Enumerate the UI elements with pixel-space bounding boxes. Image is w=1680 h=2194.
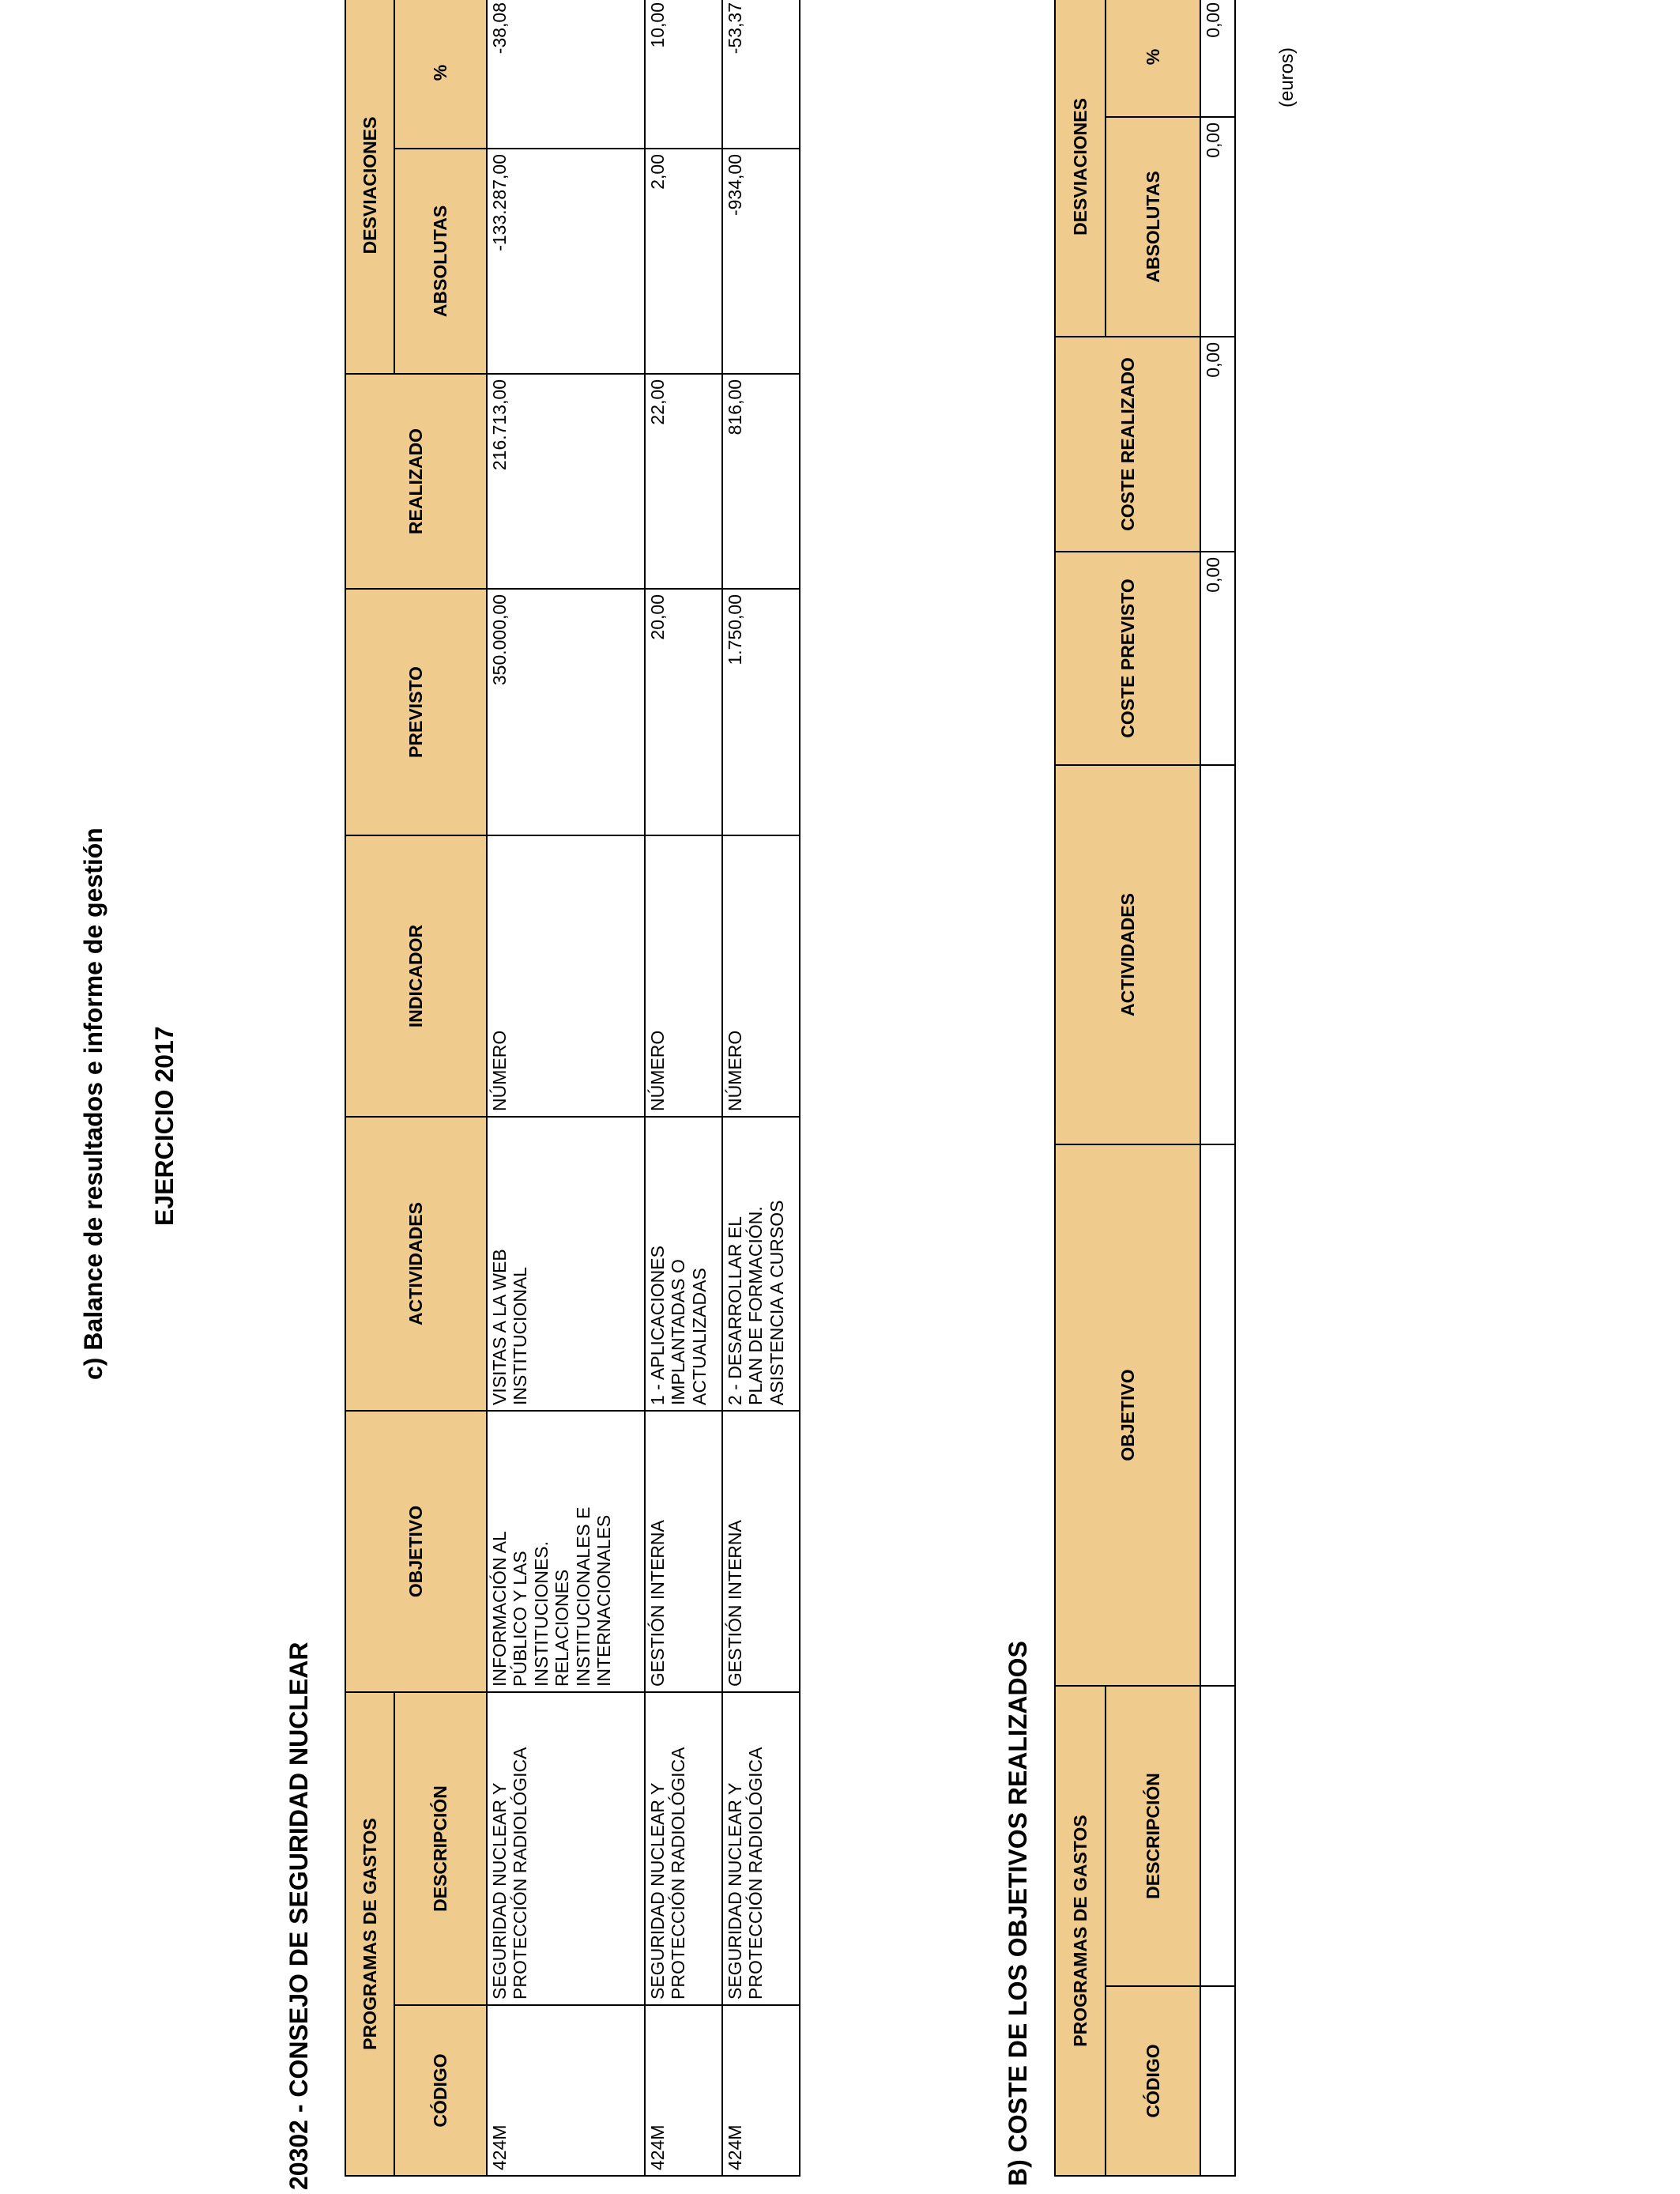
cell-codigo: 424M — [487, 2005, 645, 2176]
header-desviaciones: DESVIACIONES — [345, 0, 394, 374]
table-row — [1200, 0, 1235, 2176]
header-desviaciones: DESVIACIONES — [1055, 0, 1106, 337]
cell-previsto: 1.750,00 — [722, 589, 800, 835]
table-row — [487, 0, 645, 2176]
cell-previsto: 20,00 — [645, 589, 722, 835]
header-objetivo: OBJETIVO — [345, 1411, 487, 1692]
cell-descripcion: SEGURIDAD NUCLEAR Y PROTECCIÓN RADIOLÓGICA — [645, 1692, 722, 2005]
header-descripcion: DESCRIPCIÓN — [394, 1692, 487, 2005]
header-absolutas: ABSOLUTAS — [394, 149, 487, 374]
header-descripcion: DESCRIPCIÓN — [1106, 1686, 1200, 1986]
cell-codigo — [1200, 1986, 1235, 2176]
cell-pct: 0,00 — [1200, 0, 1235, 117]
cell-realizado: 216.713,00 — [487, 374, 645, 589]
header-codigo: CÓDIGO — [1106, 1986, 1200, 2176]
cell-descripcion — [1200, 1686, 1235, 1986]
cell-indicador: NÚMERO — [487, 835, 645, 1117]
coste-heading: B) COSTE DE LOS OBJETIVOS REALIZADOS — [1004, 1641, 1032, 2186]
header-previsto: PREVISTO — [345, 589, 487, 835]
table-row — [645, 0, 722, 2176]
cell-descripcion: SEGURIDAD NUCLEAR Y PROTECCIÓN RADIOLÓGICA — [487, 1692, 645, 2005]
header-realizado: REALIZADO — [345, 374, 487, 589]
cell-objetivo — [1200, 1144, 1235, 1686]
cell-indicador: NÚMERO — [722, 835, 800, 1117]
cell-objetivo: GESTIÓN INTERNA — [722, 1411, 800, 1692]
header-actividades: ACTIVIDADES — [1055, 765, 1200, 1144]
report-title: c) Balance de resultados e informe de gestión — [79, 827, 107, 1380]
header-programas: PROGRAMAS DE GASTOS — [1055, 1686, 1106, 2176]
units-label: (euros) — [1276, 47, 1298, 107]
cell-absolutas: -133.287,00 — [487, 149, 645, 374]
cell-previsto: 350.000,00 — [487, 589, 645, 835]
header-indicador: INDICADOR — [345, 835, 487, 1117]
cell-objetivo: GESTIÓN INTERNA — [645, 1411, 722, 1692]
table-row — [722, 0, 800, 2176]
cell-coste-realizado: 0,00 — [1200, 337, 1235, 552]
header-absolutas: ABSOLUTAS — [1106, 117, 1200, 337]
results-table — [345, 0, 800, 2177]
cell-pct: -53,37 — [722, 0, 800, 149]
cell-codigo: 424M — [645, 2005, 722, 2176]
header-coste-previsto: COSTE PREVISTO — [1055, 552, 1200, 765]
cell-absolutas: -934,00 — [722, 149, 800, 374]
entity-heading: 20302 - CONSEJO DE SEGURIDAD NUCLEAR — [284, 1642, 313, 2190]
header-objetivo: OBJETIVO — [1055, 1144, 1200, 1686]
cell-descripcion: SEGURIDAD NUCLEAR Y PROTECCIÓN RADIOLÓGICA — [722, 1692, 800, 2005]
header-codigo: CÓDIGO — [394, 2005, 487, 2176]
header-coste-realizado: COSTE REALIZADO — [1055, 337, 1200, 552]
header-actividades: ACTIVIDADES — [345, 1117, 487, 1411]
cell-indicador: NÚMERO — [645, 835, 722, 1117]
cell-absolutas: 2,00 — [645, 149, 722, 374]
cell-objetivo: INFORMACIÓN AL PÚBLICO Y LAS INSTITUCIONES. RELACIONES INSTITUCIONALES E INTERNACIONALES — [487, 1411, 645, 1692]
cell-absolutas: 0,00 — [1200, 117, 1235, 337]
cell-realizado: 22,00 — [645, 374, 722, 589]
header-programas: PROGRAMAS DE GASTOS — [345, 1692, 394, 2176]
cell-coste-previsto: 0,00 — [1200, 552, 1235, 765]
ejercicio-heading: EJERCICIO 2017 — [150, 1026, 179, 1226]
cell-codigo: 424M — [722, 2005, 800, 2176]
coste-table — [1054, 0, 1236, 2177]
cell-actividades — [1200, 765, 1235, 1144]
cell-pct: 10,00 — [645, 0, 722, 149]
cell-actividades: 1 - APLICACIONES IMPLANTADAS O ACTUALIZADAS — [645, 1117, 722, 1411]
cell-pct: -38,08 — [487, 0, 645, 149]
header-pct: % — [1106, 0, 1200, 117]
cell-realizado: 816,00 — [722, 374, 800, 589]
cell-actividades: 2 - DESARROLLAR EL PLAN DE FORMACIÓN. ASISTENCIA A CURSOS — [722, 1117, 800, 1411]
cell-actividades: VISITAS A LA WEB INSTITUCIONAL — [487, 1117, 645, 1411]
header-pct: % — [394, 0, 487, 149]
